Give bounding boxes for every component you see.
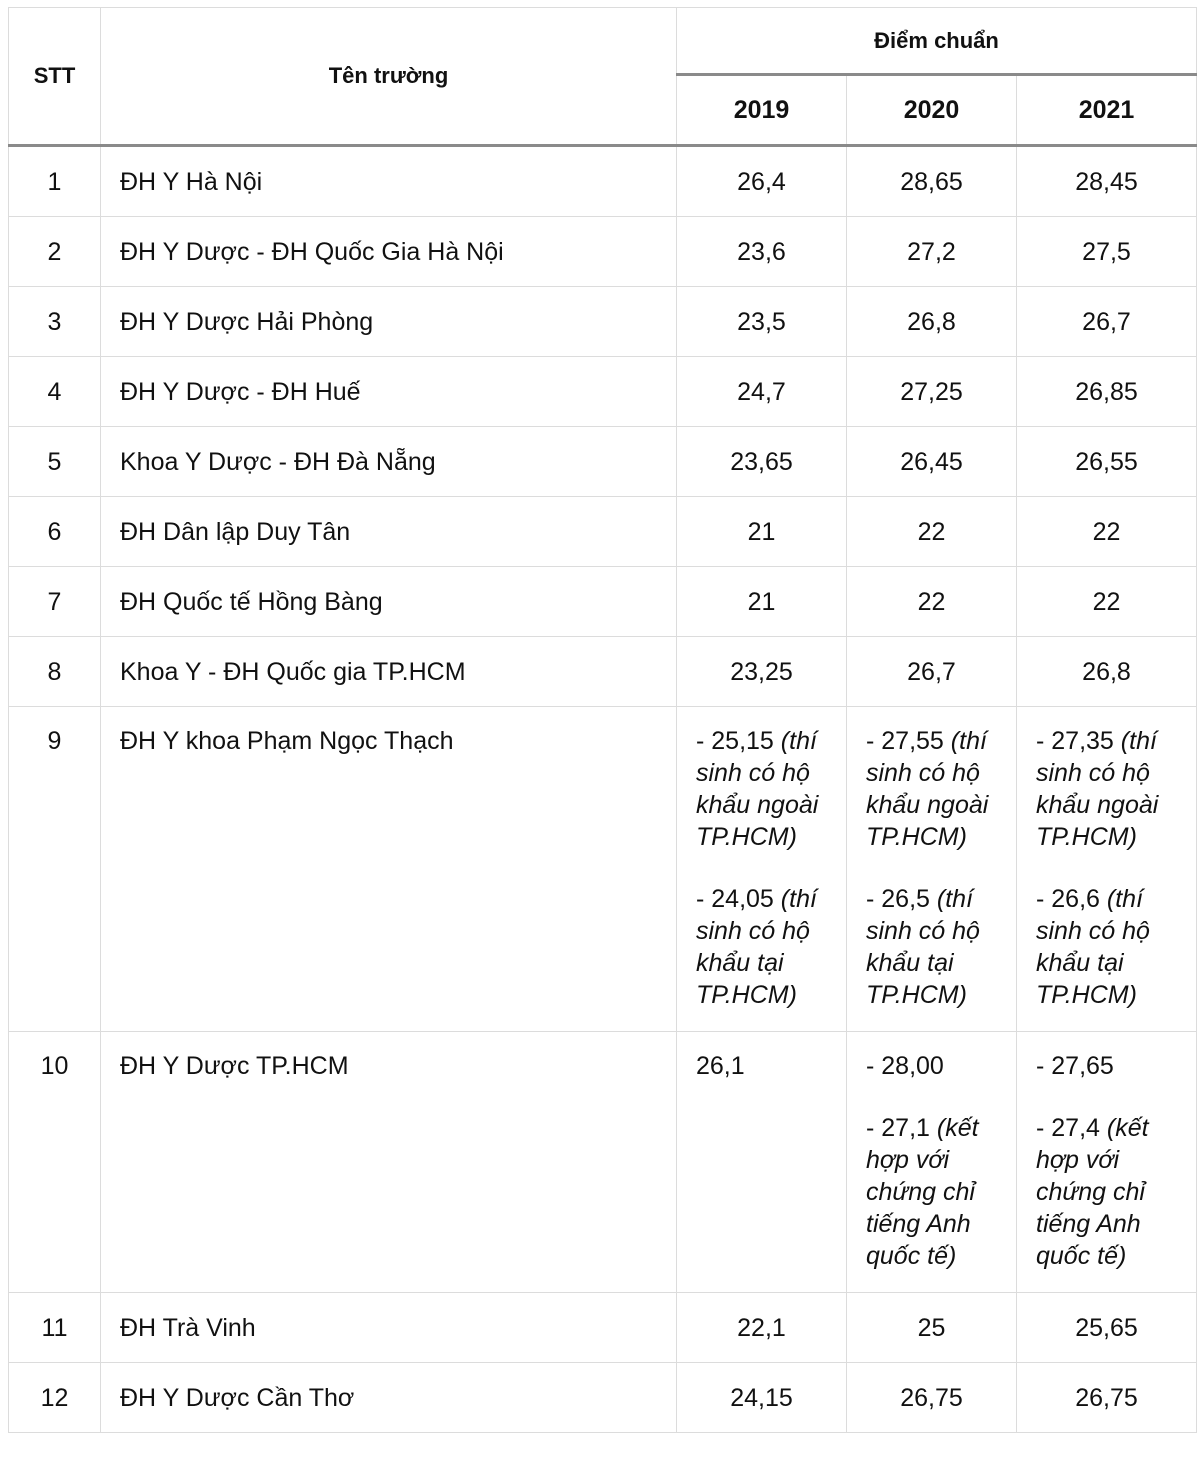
score-entry	[1036, 883, 1186, 1011]
table-body	[9, 146, 1197, 1433]
cell-school-name: ĐH Y khoa Phạm Ngọc Thạch	[101, 707, 677, 1032]
score-entry	[866, 883, 1006, 1011]
header-year-2020: 2020	[847, 75, 1017, 146]
cell-stt: 12	[9, 1363, 101, 1433]
cell-score-2021: 26,7	[1017, 287, 1197, 357]
table-row	[9, 637, 1197, 707]
cell-score-2021: 27,5	[1017, 217, 1197, 287]
score-value: - 24,05	[696, 885, 774, 913]
score-entry	[696, 883, 836, 1011]
score-value: - 27,35	[1036, 727, 1114, 755]
cell-school-name: ĐH Y Dược TP.HCM	[101, 1032, 677, 1293]
cell-score-2020: 26,45	[847, 427, 1017, 497]
cell-score-2020	[847, 707, 1017, 1032]
cell-score-2021: 25,65	[1017, 1293, 1197, 1363]
header-year-2019: 2019	[677, 75, 847, 146]
score-note: (thí sinh có hộ khẩu ngoài TP.HCM)	[696, 727, 819, 851]
score-entry	[866, 1050, 1006, 1082]
score-value: - 28,00	[866, 1052, 944, 1080]
cell-score-2019: 26,4	[677, 146, 847, 217]
cell-score-2020: 27,25	[847, 357, 1017, 427]
score-entry	[866, 1112, 1006, 1272]
score-note: (thí sinh có hộ khẩu tại TP.HCM)	[1036, 885, 1150, 1009]
cell-score-2020: 26,8	[847, 287, 1017, 357]
cell-score-2021: 22	[1017, 567, 1197, 637]
cell-score-2019: 23,25	[677, 637, 847, 707]
score-note: (kết hợp với chứng chỉ tiếng Anh quốc tế)	[1036, 1114, 1149, 1270]
score-note: (kết hợp với chứng chỉ tiếng Anh quốc tế)	[866, 1114, 979, 1270]
cell-school-name: ĐH Dân lập Duy Tân	[101, 497, 677, 567]
table-row	[9, 1363, 1197, 1433]
table-row	[9, 1032, 1197, 1293]
score-value: - 26,6	[1036, 885, 1100, 913]
cell-score-2020	[847, 1032, 1017, 1293]
cell-score-2019	[677, 707, 847, 1032]
score-note: (thí sinh có hộ khẩu tại TP.HCM)	[696, 885, 817, 1009]
cell-score-2020: 22	[847, 497, 1017, 567]
cell-score-2019: 22,1	[677, 1293, 847, 1363]
cell-score-2020: 26,7	[847, 637, 1017, 707]
table-row	[9, 427, 1197, 497]
cell-score-2019: 21	[677, 567, 847, 637]
score-entry	[1036, 725, 1186, 853]
cell-score-2020: 26,75	[847, 1363, 1017, 1433]
cell-score-2021	[1017, 707, 1197, 1032]
cell-stt: 6	[9, 497, 101, 567]
score-value: - 25,15	[696, 727, 774, 755]
cell-school-name: Khoa Y Dược - ĐH Đà Nẵng	[101, 427, 677, 497]
cell-stt: 4	[9, 357, 101, 427]
cell-score-2020: 25	[847, 1293, 1017, 1363]
header-benchmark-score: Điểm chuẩn	[677, 8, 1197, 75]
cell-stt: 9	[9, 707, 101, 1032]
cell-school-name: ĐH Quốc tế Hồng Bàng	[101, 567, 677, 637]
table-row	[9, 707, 1197, 1032]
cell-school-name: ĐH Y Hà Nội	[101, 146, 677, 217]
cell-stt: 2	[9, 217, 101, 287]
cell-score-2019: 24,15	[677, 1363, 847, 1433]
cell-score-2021: 26,8	[1017, 637, 1197, 707]
cell-score-2021: 26,75	[1017, 1363, 1197, 1433]
cell-stt: 5	[9, 427, 101, 497]
score-entry	[696, 1050, 836, 1082]
score-note: (thí sinh có hộ khẩu ngoài TP.HCM)	[1036, 727, 1159, 851]
cell-score-2019	[677, 1032, 847, 1293]
table-header	[9, 8, 1197, 146]
cell-school-name: ĐH Y Dược - ĐH Quốc Gia Hà Nội	[101, 217, 677, 287]
table-row	[9, 287, 1197, 357]
score-note: (thí sinh có hộ khẩu ngoài TP.HCM)	[866, 727, 989, 851]
cell-score-2020: 27,2	[847, 217, 1017, 287]
score-entry	[1036, 1050, 1186, 1082]
score-value: - 27,1	[866, 1114, 930, 1142]
cell-score-2021: 28,45	[1017, 146, 1197, 217]
header-school-name: Tên trường	[101, 8, 677, 146]
table-row	[9, 357, 1197, 427]
cell-stt: 3	[9, 287, 101, 357]
cell-score-2019: 23,6	[677, 217, 847, 287]
cell-stt: 7	[9, 567, 101, 637]
score-entry	[1036, 1112, 1186, 1272]
table-row	[9, 217, 1197, 287]
cell-school-name: ĐH Trà Vinh	[101, 1293, 677, 1363]
cell-school-name: ĐH Y Dược - ĐH Huế	[101, 357, 677, 427]
cell-score-2021: 26,55	[1017, 427, 1197, 497]
cell-stt: 11	[9, 1293, 101, 1363]
admission-score-table	[8, 7, 1197, 1433]
cell-school-name: Khoa Y - ĐH Quốc gia TP.HCM	[101, 637, 677, 707]
cell-score-2020: 22	[847, 567, 1017, 637]
score-value: - 27,55	[866, 727, 944, 755]
cell-school-name: ĐH Y Dược Cần Thơ	[101, 1363, 677, 1433]
score-value: - 26,5	[866, 885, 930, 913]
score-value: - 27,65	[1036, 1052, 1114, 1080]
cell-score-2021: 26,85	[1017, 357, 1197, 427]
score-entry	[866, 725, 1006, 853]
header-stt: STT	[9, 8, 101, 146]
cell-stt: 8	[9, 637, 101, 707]
cell-score-2019: 23,5	[677, 287, 847, 357]
table-row	[9, 567, 1197, 637]
score-note: (thí sinh có hộ khẩu tại TP.HCM)	[866, 885, 980, 1009]
table-row	[9, 1293, 1197, 1363]
table-row	[9, 497, 1197, 567]
cell-score-2019: 23,65	[677, 427, 847, 497]
cell-score-2019: 21	[677, 497, 847, 567]
cell-score-2021	[1017, 1032, 1197, 1293]
score-value: 26,1	[696, 1052, 745, 1080]
table-row	[9, 146, 1197, 217]
score-entry	[696, 725, 836, 853]
cell-stt: 1	[9, 146, 101, 217]
cell-score-2019: 24,7	[677, 357, 847, 427]
header-year-2021: 2021	[1017, 75, 1197, 146]
cell-score-2021: 22	[1017, 497, 1197, 567]
cell-score-2020: 28,65	[847, 146, 1017, 217]
score-value: - 27,4	[1036, 1114, 1100, 1142]
cell-school-name: ĐH Y Dược Hải Phòng	[101, 287, 677, 357]
cell-stt: 10	[9, 1032, 101, 1293]
